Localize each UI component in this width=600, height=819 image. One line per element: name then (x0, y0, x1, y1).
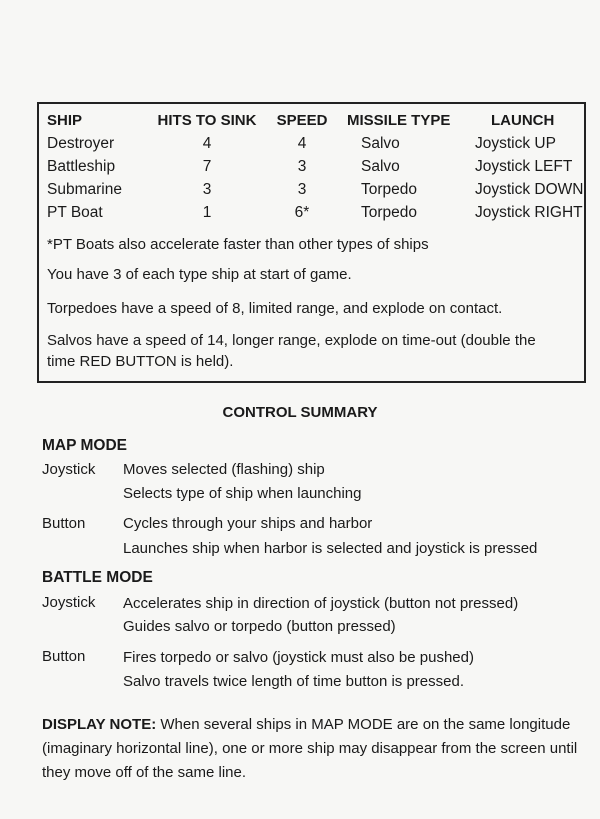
table-row-speed: 3 (297, 181, 307, 198)
control-summary-title: CONTROL SUMMARY (222, 404, 378, 421)
map-mode-heading: MAP MODE (42, 437, 127, 454)
table-row-ship: Destroyer (47, 135, 115, 152)
display-note-label: DISPLAY NOTE: (42, 716, 157, 733)
table-row-missile: Torpedo (361, 204, 418, 221)
battle-joystick-line-2: Guides salvo or torpedo (button pressed) (123, 618, 396, 635)
display-note-text: When several ships in MAP MODE are on the same longitude (imaginary horizontal line), one or more ship may disappear from the screen until they move off of the same line. (42, 716, 578, 781)
map-button-line-2: Launches ship when harbor is selected and joystick is pressed (123, 540, 538, 557)
ship-stats-box (37, 102, 586, 383)
table-row-ship: PT Boat (47, 204, 103, 221)
map-joystick-label: Joystick (42, 461, 96, 478)
table-row-ship: Battleship (47, 158, 116, 175)
table-row-speed: 3 (297, 158, 307, 175)
torpedo-note: Torpedoes have a speed of 8, limited range, and explode on contact. (47, 300, 503, 317)
salvo-note-line-2: time RED BUTTON is held). (47, 353, 234, 370)
table-row-ship: Submarine (47, 181, 122, 198)
map-joystick-line-2: Selects type of ship when launching (123, 485, 362, 502)
header-ship: SHIP (47, 112, 83, 129)
ship-count-note: You have 3 of each type ship at start of game. (47, 266, 352, 283)
header-launch: LAUNCH (491, 112, 555, 129)
header-hits: HITS TO SINK (157, 112, 257, 129)
table-row-missile: Torpedo (361, 181, 418, 198)
table-row-launch: Joystick LEFT (475, 158, 573, 175)
salvo-note-line-1: Salvos have a speed of 14, longer range, explode on time-out (double the (47, 332, 536, 349)
table-row-missile: Salvo (361, 135, 400, 152)
table-row-speed: 6* (294, 204, 310, 221)
battle-joystick-label: Joystick (42, 594, 96, 611)
pt-boat-note: *PT Boats also accelerate faster than other types of ships (47, 236, 429, 253)
display-note (42, 713, 582, 785)
battle-button-label: Button (42, 648, 86, 665)
header-missile: MISSILE TYPE (347, 112, 451, 129)
table-row-launch: Joystick RIGHT (475, 204, 583, 221)
table-row-launch: Joystick UP (475, 135, 556, 152)
table-row-launch: Joystick DOWN (475, 181, 584, 198)
table-row-speed: 4 (297, 135, 307, 152)
map-joystick-line-1: Moves selected (flashing) ship (123, 461, 325, 478)
battle-button-line-2: Salvo travels twice length of time button is pressed. (123, 673, 465, 690)
header-speed: SPEED (276, 112, 328, 129)
map-button-line-1: Cycles through your ships and harbor (123, 515, 373, 532)
table-row-hits: 7 (202, 158, 212, 175)
table-row-hits: 4 (202, 135, 212, 152)
battle-joystick-line-1: Accelerates ship in direction of joystick (button not pressed) (123, 595, 519, 612)
map-button-label: Button (42, 515, 86, 532)
battle-mode-heading: BATTLE MODE (42, 569, 153, 586)
table-row-hits: 3 (202, 181, 212, 198)
battle-button-line-1: Fires torpedo or salvo (joystick must also be pushed) (123, 649, 474, 666)
table-row-hits: 1 (202, 204, 212, 221)
table-row-missile: Salvo (361, 158, 400, 175)
